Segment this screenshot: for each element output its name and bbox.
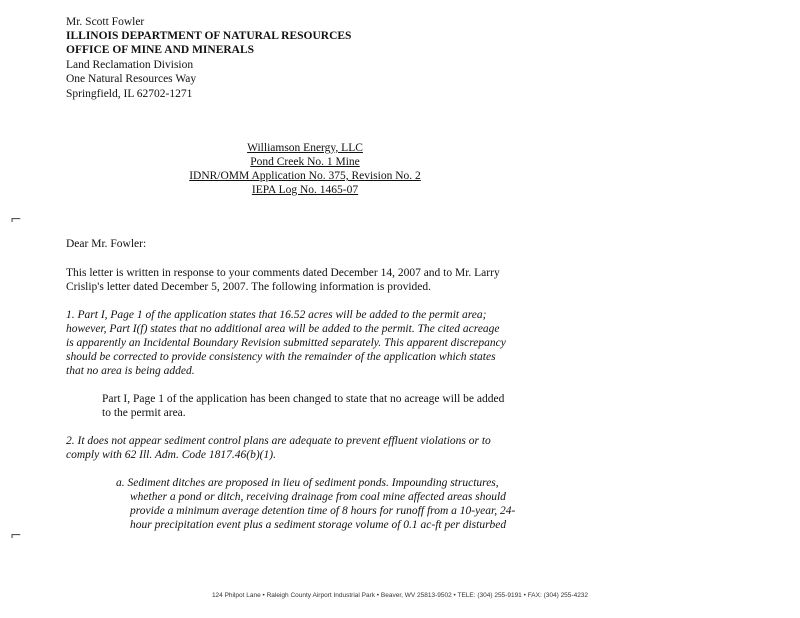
recipient-office: OFFICE OF MINE AND MINERALS [66,44,255,56]
comment1-line: however, Part I(f) states that no additional area will be added to the permit. The cited acreage [66,323,500,335]
ref-application: IDNR/OMM Application No. 375, Revision No. 2 [189,170,421,182]
letterhead-footer: 124 Philpot Lane • Raleigh County Airport Industrial Park • Beaver, WV 25813-9502 • TELE: (304) 255-9191 • FAX: (304) 255-4232 [211,592,589,599]
comment1-line: should be corrected to provide consistency with the remainder of the application which states [66,351,496,363]
comment1-line: that no area is being added. [66,365,195,377]
binder-hole-mark: ⌐ [10,528,22,544]
recipient-city: Springfield, IL 62702-1271 [66,88,193,100]
recipient-street: One Natural Resources Way [66,73,197,85]
recipient-division: Land Reclamation Division [66,59,194,71]
recipient-name: Mr. Scott Fowler [66,16,145,28]
comment2-line: comply with 62 Ill. Adm. Code 1817.46(b)(1). [66,449,276,461]
response1-line: Part I, Page 1 of the application has been changed to state that no acreage will be added [102,393,505,405]
intro-line: Crislip's letter dated December 5, 2007. The following information is provided. [66,281,431,293]
intro-line: This letter is written in response to your comments dated December 14, 2007 and to Mr. Larry [66,267,500,279]
comment1-line: is apparently an Incidental Boundary Revision submitted separately. This apparent discrepancy [66,337,506,349]
comment2a-line: a. Sediment ditches are proposed in lieu of sediment ponds. Impounding structures, [116,477,499,489]
binder-hole-mark: ⌐ [10,212,22,228]
comment2a-line: hour precipitation event plus a sediment storage volume of 0.1 ac-ft per disturbed [130,519,507,531]
ref-iepa-log: IEPA Log No. 1465-07 [251,184,359,196]
comment2a-line: whether a pond or ditch, receiving drainage from coal mine affected areas should [130,491,506,503]
comment2a-line: provide a minimum average detention time of 8 hours for runoff from a 10-year, 24- [130,505,516,517]
ref-mine: Pond Creek No. 1 Mine [250,156,360,168]
ref-company: Williamson Energy, LLC [247,142,363,154]
salutation: Dear Mr. Fowler: [66,238,147,250]
recipient-department: ILLINOIS DEPARTMENT OF NATURAL RESOURCES [66,30,352,42]
response1-line: to the permit area. [102,407,186,419]
comment2-line: 2. It does not appear sediment control plans are adequate to prevent effluent violations or to [66,435,491,447]
comment1-line: 1. Part I, Page 1 of the application states that 16.52 acres will be added to the permit area; [66,309,487,321]
